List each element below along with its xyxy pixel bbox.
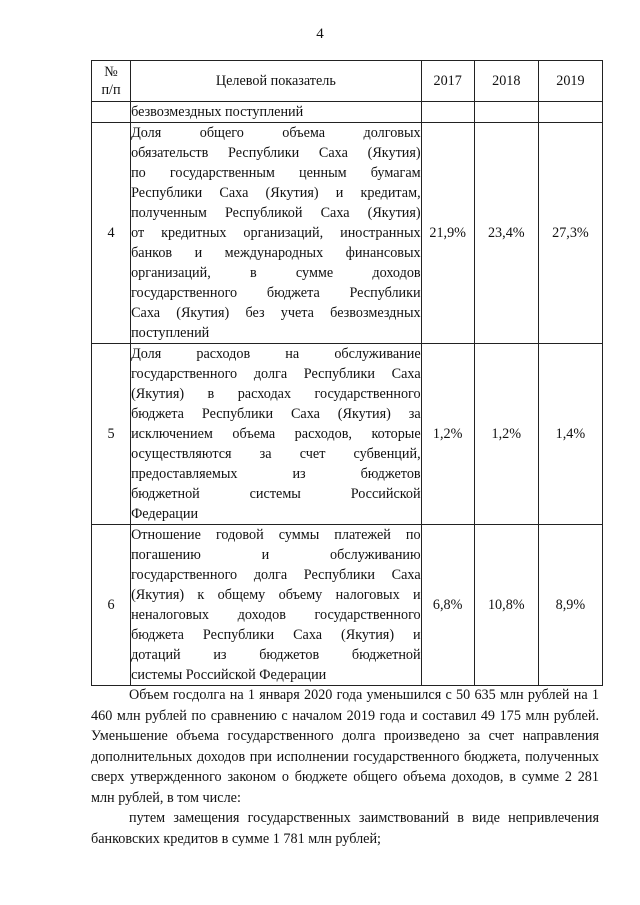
table-row [92,344,603,525]
indicator-line: исключением объема расходов, которые [131,426,421,442]
indicator-line: полученным Республикой Саха (Якутия) [131,205,421,221]
indicator-line: организаций, в сумме доходов [131,265,421,281]
indicator-line: Доля общего объема долговых [131,125,421,141]
indicator-line: бюджетной системы Российской [131,486,421,502]
indicator-line: предоставляемых из бюджетов [131,466,421,482]
indicator-line: системы Российской Федерации [131,667,327,683]
indicator-line: обязательств Республики Саха (Якутия) [131,145,421,161]
table-row [92,123,603,344]
indicator-line: бюджета Республики Саха (Якутия) за [131,406,421,422]
indicator-line: государственного бюджета Республики [131,285,421,301]
indicator-line: (Якутия) к общему объему налоговых и [131,587,421,603]
indicator-text [131,344,422,525]
header-2018: 2018 [474,61,538,102]
continuation-row [92,102,603,123]
indicator-text [131,525,422,686]
value-2018: 23,4% [474,123,538,344]
row-number: 4 [92,123,131,344]
value-2017: 1,2% [421,344,474,525]
paragraph-gov-debt: Объем госдолга на 1 января 2020 года уменьшился с 50 635 млн рублей на 1 460 млн рублей по сравнению с началом 2019 года и составил 49 175 млн рублей. Уменьшение объема государственного долга произведено за счет направления дополнительных доходов при исполнении государственного бюджета, полученных сверх утвержденного законом о бюджете общего объема доходов, в сумме 2 281 млн рублей, в том числе: [91,687,599,806]
indicator-line: государственного долга Республики Саха [131,567,421,583]
row-number: 6 [92,525,131,686]
indicator-line: бюджета Республики Саха (Якутия) и [131,627,421,643]
header-2019: 2019 [538,61,602,102]
value-2018: 10,8% [474,525,538,686]
indicator-line: Федерации [131,506,199,522]
indicator-line: погашению и обслуживанию [131,547,421,563]
header-indicator: Целевой показатель [131,61,422,102]
indicator-line: Отношение годовой суммы платежей по [131,527,421,543]
body-text [91,685,599,849]
header-2017: 2017 [421,61,474,102]
value-2019: 8,9% [538,525,602,686]
indicator-line: Республики Саха (Якутия) и кредитам, [131,185,421,201]
indicator-line: государственного долга Республики Саха [131,366,421,382]
table-header-row [92,61,603,102]
indicator-line: от кредитных организаций, иностранных [131,225,421,241]
paragraph-substitution: путем замещения государственных заимствований в виде непривлечения банковских кредитов в сумме 1 781 млн рублей; [91,810,599,847]
indicator-line: по государственным ценным бумагам [131,165,421,181]
value-2017: 21,9% [421,123,474,344]
value-2019: 1,4% [538,344,602,525]
indicator-line: (Якутия) в расходах государственного [131,386,421,402]
indicator-line: Саха (Якутия) без учета безвозмездных [131,305,421,321]
value-2017: 6,8% [421,525,474,686]
value-2018: 1,2% [474,344,538,525]
continuation-text: безвозмездных поступлений [131,102,422,123]
value-2019: 27,3% [538,123,602,344]
table-row [92,525,603,686]
indicator-text [131,123,422,344]
indicator-line: неналоговых доходов государственного [131,607,421,623]
indicator-line: банков и международных финансовых [131,245,421,261]
indicator-line: поступлений [131,325,210,341]
header-num: № п/п [92,61,131,102]
indicator-line: Доля расходов на обслуживание [131,346,421,362]
page-number: 4 [316,26,324,42]
indicator-line: осуществляются за счет субвенций, [131,446,421,462]
target-indicators-table [91,60,603,686]
row-number: 5 [92,344,131,525]
indicator-line: дотаций из бюджетов бюджетной [131,647,421,663]
